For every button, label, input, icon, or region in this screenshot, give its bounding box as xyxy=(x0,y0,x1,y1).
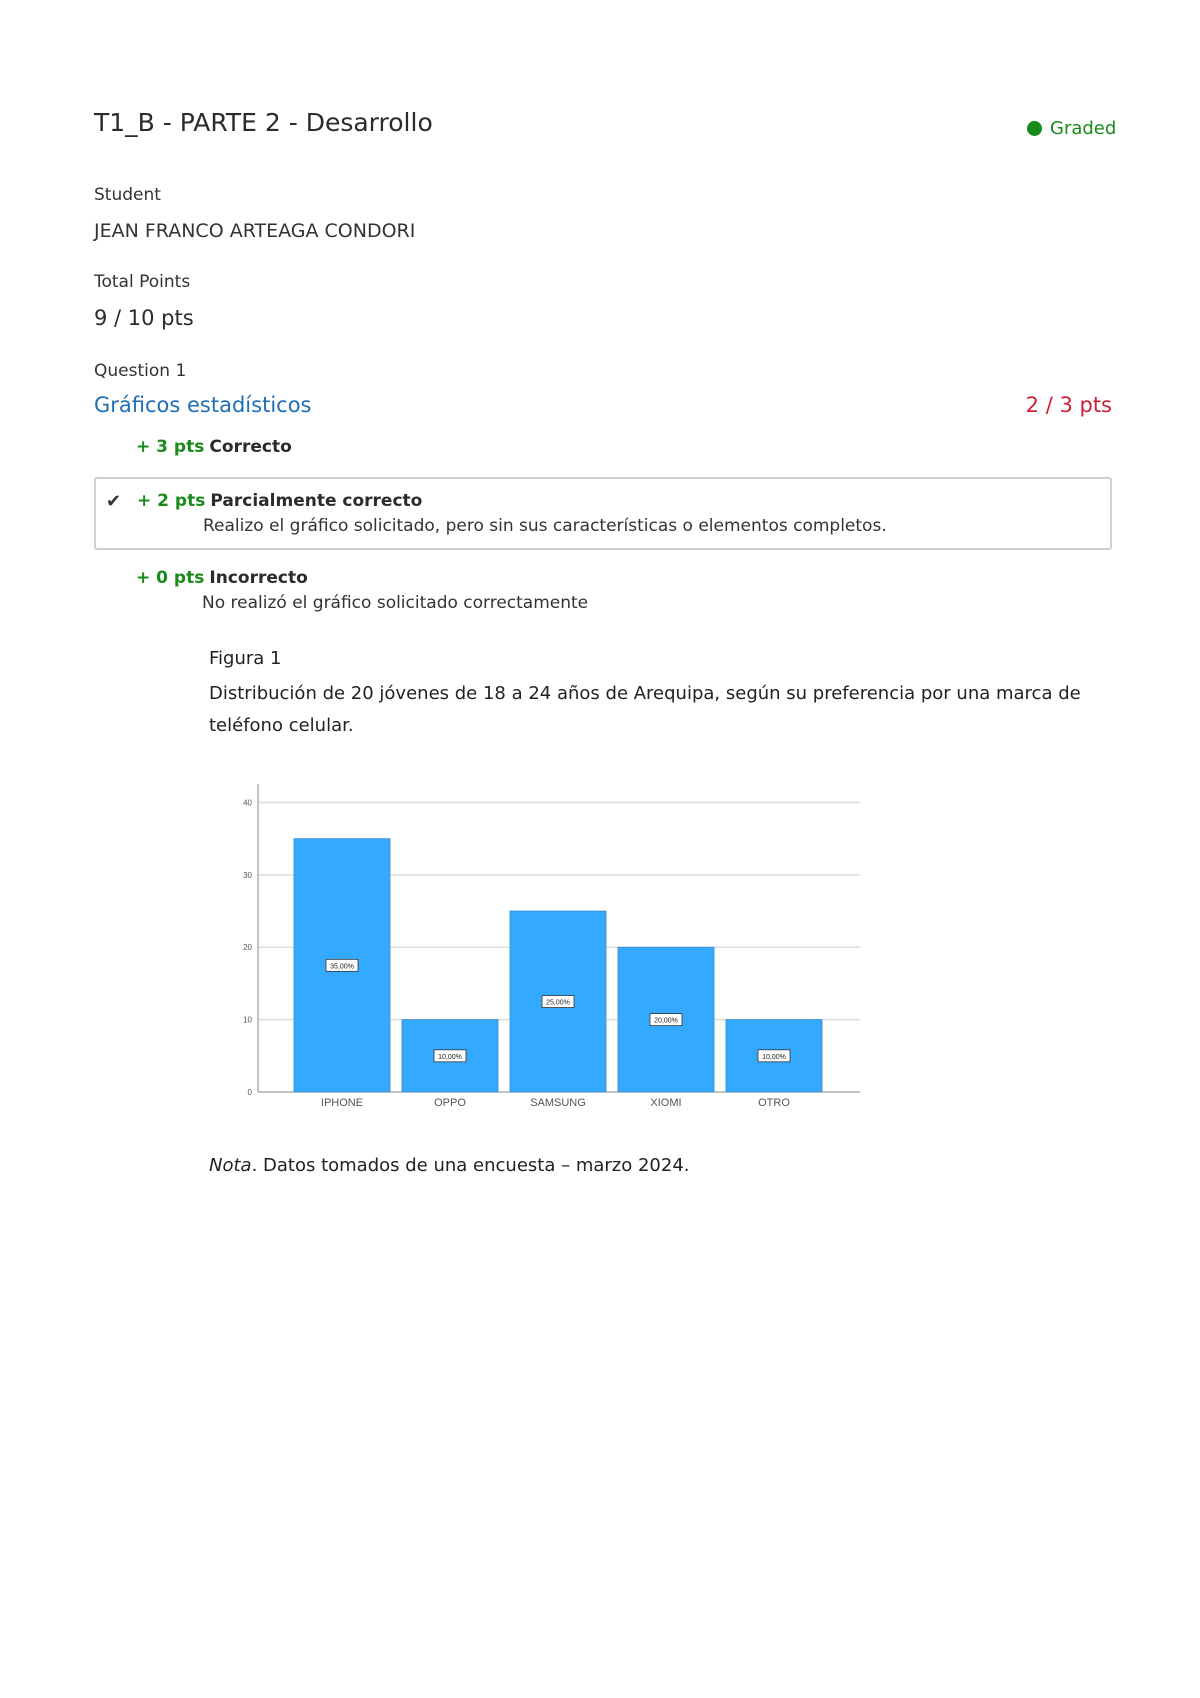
data-label: 10,00% xyxy=(762,1053,786,1061)
rubric-points: + 2 pts xyxy=(137,491,206,511)
rubric-title: Correcto xyxy=(209,437,292,457)
y-tick-label: 40 xyxy=(243,798,252,808)
figure-note xyxy=(209,1155,690,1176)
data-label: 10,00% xyxy=(438,1053,462,1061)
rubric-points: + 3 pts xyxy=(136,437,205,457)
bar-chart xyxy=(240,782,880,1122)
y-tick-label: 30 xyxy=(243,870,252,880)
status-label: Graded xyxy=(1050,118,1117,139)
x-tick-label: IPHONE xyxy=(320,1097,364,1109)
x-tick-label: SAMSUNG xyxy=(530,1097,586,1109)
rubric-item-selected-box xyxy=(94,477,1112,550)
y-tick-label: 0 xyxy=(247,1088,252,1097)
note-prefix: Nota xyxy=(209,1155,252,1176)
student-name: JEAN FRANCO ARTEAGA CONDORI xyxy=(94,220,416,242)
rubric-description: Realizo el gráfico solicitado, pero sin sus características o elementos completos. xyxy=(203,516,887,536)
rubric-description: No realizó el gráfico solicitado correctamente xyxy=(202,593,589,613)
question-score: 2 / 3 pts xyxy=(1025,393,1112,417)
y-tick-label: 20 xyxy=(243,943,252,953)
page-title: T1_B - PARTE 2 - Desarrollo xyxy=(94,108,433,137)
rubric-item-incorrecto xyxy=(136,568,308,588)
check-icon: ✔ xyxy=(106,491,122,512)
rubric-title: Incorrecto xyxy=(209,568,308,588)
student-label: Student xyxy=(94,185,161,205)
x-tick-label: XIOMI xyxy=(650,1097,682,1109)
question-title[interactable]: Gráficos estadísticos xyxy=(94,393,312,417)
x-tick-label: OPPO xyxy=(434,1097,466,1109)
rubric-points: + 0 pts xyxy=(136,568,205,588)
y-tick-label: 10 xyxy=(243,1015,252,1025)
question-label: Question 1 xyxy=(94,361,187,381)
x-tick-label: OTRO xyxy=(758,1097,790,1109)
status-dot-icon xyxy=(1027,121,1042,136)
data-label: 25,00% xyxy=(546,999,570,1007)
data-label: 35,00% xyxy=(330,963,354,971)
status-badge xyxy=(1027,118,1116,139)
rubric-item-parcialmente-correcto xyxy=(137,491,422,511)
note-text: . Datos tomados de una encuesta – marzo 2024. xyxy=(251,1155,690,1176)
data-label: 20,00% xyxy=(654,1017,678,1025)
total-points-value: 9 / 10 pts xyxy=(94,306,194,330)
figure-caption: Distribución de 20 jóvenes de 18 a 24 años de Arequipa, según su preferencia por una marca de teléfono celular. xyxy=(209,683,1081,736)
figure-label: Figura 1 xyxy=(209,648,282,669)
rubric-item-correcto xyxy=(136,437,292,457)
rubric-title: Parcialmente correcto xyxy=(210,491,423,511)
total-points-label: Total Points xyxy=(94,272,191,292)
